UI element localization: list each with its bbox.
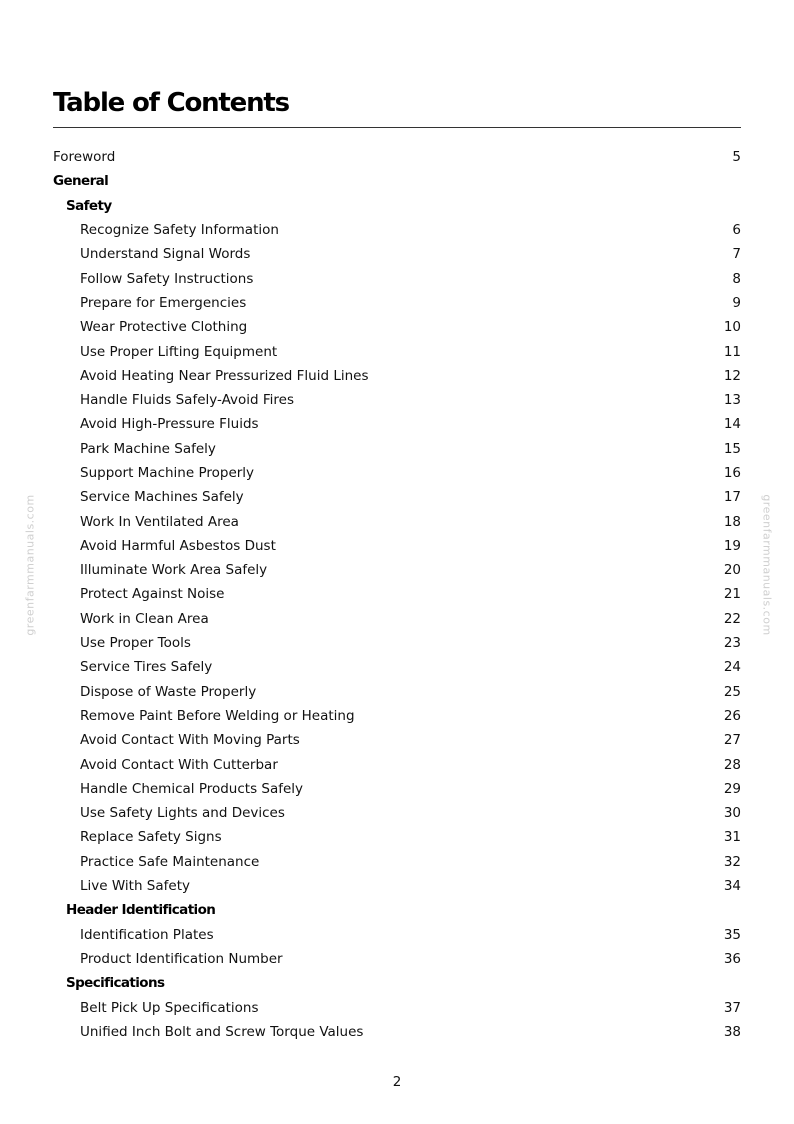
toc-entry-page: 32 <box>723 853 741 870</box>
toc-section-heading <box>53 971 741 995</box>
toc-entry-label: Avoid Harmful Asbestos Dust <box>80 537 276 554</box>
toc-entry-page: 13 <box>723 392 741 409</box>
toc-entry-label: Use Proper Tools <box>80 635 191 652</box>
toc-entry-page: 35 <box>723 926 741 943</box>
toc-entry-label: Handle Chemical Products Safely <box>80 780 304 797</box>
toc-entry-label: Illuminate Work Area Safely <box>80 562 268 579</box>
watermark-right: greenfarmmanuals.com <box>760 494 774 636</box>
title-divider <box>53 127 741 128</box>
toc-entry[interactable] <box>53 607 741 631</box>
toc-entry-page: 11 <box>723 343 741 360</box>
toc-entry-label: Product Identification Number <box>80 950 283 967</box>
toc-entry[interactable] <box>53 266 741 290</box>
toc-entry-page: 27 <box>723 732 741 749</box>
toc-entry-label: Replace Safety Signs <box>80 829 222 846</box>
toc-entry-page: 18 <box>723 513 741 530</box>
toc-entry[interactable] <box>53 534 741 558</box>
toc-entry-label: Dispose of Waste Properly <box>80 683 257 700</box>
toc-entry[interactable] <box>53 412 741 436</box>
toc-entry[interactable] <box>53 752 741 776</box>
toc-entry[interactable] <box>53 777 741 801</box>
toc-entry[interactable] <box>53 437 741 461</box>
toc-entry-page: 8 <box>732 270 741 287</box>
toc-entry-label: Work In Ventilated Area <box>80 513 239 530</box>
toc-entry-label: Unified Inch Bolt and Screw Torque Values <box>80 1023 364 1040</box>
toc-entry-page: 5 <box>732 149 741 166</box>
toc-entry-label: Work in Clean Area <box>80 610 209 627</box>
toc-entry-label: Follow Safety Instructions <box>80 270 254 287</box>
toc-entry-page: 21 <box>723 586 741 603</box>
toc-entry-label: Recognize Safety Information <box>80 222 279 239</box>
toc-entry-label: Practice Safe Maintenance <box>80 853 260 870</box>
toc-entry-label: Service Tires Safely <box>80 659 213 676</box>
toc-entry-label: Specifications <box>66 975 165 992</box>
toc-entry-page: 34 <box>723 878 741 895</box>
toc-section-heading <box>53 194 741 218</box>
toc-entry-label: Prepare for Emergencies <box>80 294 247 311</box>
watermark-left: greenfarmmanuals.com <box>23 494 37 636</box>
toc-entry[interactable] <box>53 291 741 315</box>
toc-entry[interactable] <box>53 242 741 266</box>
toc-entry[interactable] <box>53 1020 741 1044</box>
toc-entry-label: Support Machine Properly <box>80 465 255 481</box>
table-of-contents <box>53 145 741 1044</box>
toc-entry-label: Use Safety Lights and Devices <box>80 805 285 822</box>
toc-section-heading <box>53 169 741 193</box>
page-title: Table of Contents <box>53 88 289 118</box>
toc-entry-label: Remove Paint Before Welding or Heating <box>80 707 355 724</box>
toc-entry-label: Handle Fluids Safely-Avoid Fires <box>80 392 295 409</box>
toc-entry-page: 23 <box>723 635 741 652</box>
page-number: 2 <box>392 1074 402 1090</box>
toc-entry-page: 14 <box>723 416 741 433</box>
toc-entry-label: Identification Plates <box>80 926 214 943</box>
toc-entry[interactable] <box>53 315 741 339</box>
toc-entry-page: 26 <box>723 707 741 724</box>
toc-entry-page: 20 <box>723 562 741 579</box>
toc-section-heading <box>53 898 741 922</box>
toc-entry-page: 38 <box>723 1023 741 1040</box>
toc-entry-page: 37 <box>723 999 741 1016</box>
toc-entry-label: Avoid High-Pressure Fluids <box>80 416 259 433</box>
toc-entry-page: 31 <box>723 829 741 846</box>
toc-entry[interactable] <box>53 995 741 1019</box>
toc-entry-label: Header Identification <box>66 902 216 919</box>
toc-entry-page: 15 <box>723 440 741 457</box>
toc-entry[interactable] <box>53 461 741 485</box>
toc-entry-page: 6 <box>732 222 741 239</box>
toc-entry-label: Avoid Contact With Moving Parts <box>80 732 300 749</box>
toc-entry[interactable] <box>53 728 741 752</box>
toc-entry-page: 9 <box>732 294 741 311</box>
toc-entry[interactable] <box>53 923 741 947</box>
toc-entry-page: 29 <box>723 780 741 797</box>
toc-entry[interactable] <box>53 947 741 971</box>
toc-entry[interactable] <box>53 631 741 655</box>
toc-entry-label: Protect Against Noise <box>80 586 225 603</box>
toc-entry-page: 19 <box>723 537 741 554</box>
toc-entry-label: Foreword <box>53 149 116 166</box>
toc-entry[interactable] <box>53 339 741 363</box>
toc-entry-label: Safety <box>66 197 112 214</box>
toc-entry-page: 7 <box>732 246 741 263</box>
toc-entry-label: Service Machines Safely <box>80 489 244 506</box>
toc-entry-page: 36 <box>723 950 741 967</box>
toc-entry-label: Understand Signal Words <box>80 246 251 263</box>
toc-entry-label: Live With Safety <box>80 878 190 895</box>
toc-entry-page: 30 <box>723 805 741 822</box>
toc-entry[interactable] <box>53 558 741 582</box>
toc-entry-page: 16 <box>723 465 741 481</box>
toc-entry-label: Use Proper Lifting Equipment <box>80 343 278 360</box>
toc-entry-page: 25 <box>723 683 741 700</box>
toc-entry[interactable] <box>53 704 741 728</box>
toc-entry[interactable] <box>53 582 741 606</box>
toc-entry[interactable] <box>53 680 741 704</box>
toc-entry-label: Wear Protective Clothing <box>80 319 248 336</box>
toc-entry-page: 12 <box>723 367 741 384</box>
toc-entry[interactable] <box>53 655 741 679</box>
toc-entry-page: 17 <box>723 489 741 506</box>
toc-entry-label: Park Machine Safely <box>80 440 216 457</box>
toc-entry[interactable] <box>53 364 741 388</box>
toc-entry-page: 22 <box>723 610 741 627</box>
toc-entry-label: Belt Pick Up Specifications <box>80 999 259 1016</box>
toc-entry-page: 10 <box>723 319 741 336</box>
toc-entry-label: Avoid Contact With Cutterbar <box>80 756 278 773</box>
toc-entry[interactable] <box>53 218 741 242</box>
toc-entry[interactable] <box>53 145 741 169</box>
toc-entry-page: 28 <box>723 756 741 773</box>
toc-entry[interactable] <box>53 850 741 874</box>
toc-entry[interactable] <box>53 874 741 898</box>
toc-entry[interactable] <box>53 801 741 825</box>
toc-entry[interactable] <box>53 509 741 533</box>
toc-entry[interactable] <box>53 825 741 849</box>
toc-entry-page: 24 <box>723 659 741 676</box>
toc-entry[interactable] <box>53 388 741 412</box>
toc-entry-label: Avoid Heating Near Pressurized Fluid Lines <box>80 367 369 384</box>
toc-entry-label: General <box>53 173 109 190</box>
toc-entry[interactable] <box>53 485 741 509</box>
